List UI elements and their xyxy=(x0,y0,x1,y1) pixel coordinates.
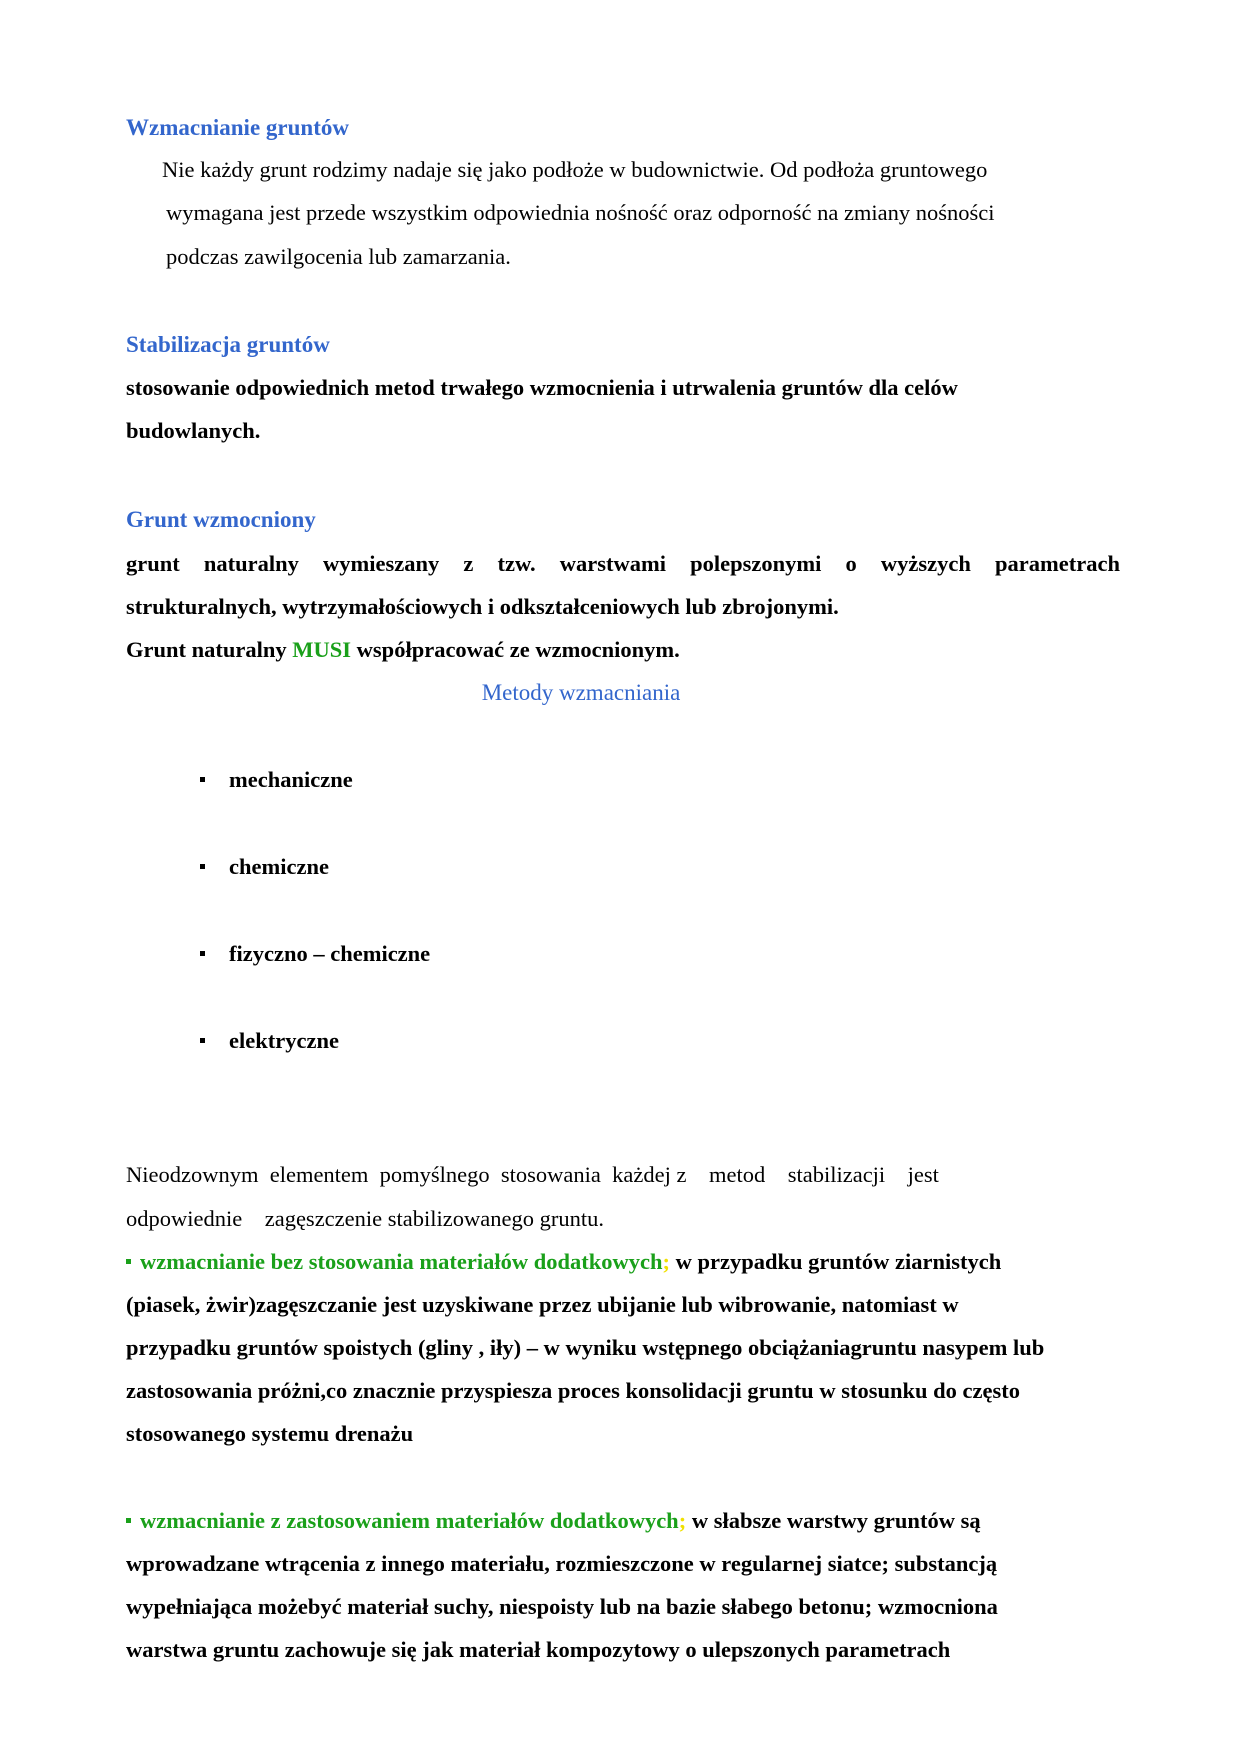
list-item-label: mechaniczne xyxy=(229,767,353,792)
paragraph-line: odpowiednie zagęszczenie stabilizowanego gruntu. xyxy=(126,1206,604,1231)
item1-label: wzmacnianie bez stosowania materiałów dodatkowych xyxy=(140,1249,663,1274)
paragraph-line: przypadku gruntów spoistych (gliny , iły) – w wyniku wstępnego obciążaniagruntu nasypem lub xyxy=(126,1335,1045,1360)
heading-grunt-wzmocniony: Grunt wzmocniony xyxy=(126,507,316,532)
methods-heading: Metody wzmacniania xyxy=(481,680,681,705)
paragraph-line: (piasek, żwir)zagęszczanie jest uzyskiwane przez ubijanie lub wibrowanie, natomiast w xyxy=(126,1292,959,1317)
bullet-icon xyxy=(200,777,205,782)
paragraph-line: podczas zawilgocenia lub zamarzania. xyxy=(166,244,511,269)
paragraph-line: zastosowania próżni,co znacznie przyspiesza proces konsolidacji gruntu w stosunku do często xyxy=(126,1378,1020,1403)
paragraph-line: warstwa gruntu zachowuje się jak materiał kompozytowy o ulepszonych parametrach xyxy=(126,1637,951,1662)
list-item xyxy=(200,1028,339,1054)
paragraph-line: grunt naturalny wymieszany z tzw. warstwami polepszonymi o wyższych parametrach xyxy=(126,551,1120,576)
item1-first-line xyxy=(126,1249,1001,1275)
bullet-icon xyxy=(126,1259,131,1264)
list-item-label: chemiczne xyxy=(229,854,329,879)
paragraph-line: Nieodzownym elementem pomyślnego stosowania każdej z metod stabilizacji jest xyxy=(126,1162,939,1187)
paragraph-line: wymagana jest przede wszystkim odpowiednia nośność oraz odporność na zmiany nośności xyxy=(166,200,995,225)
musi-word: MUSI xyxy=(292,637,352,662)
item2-first-line xyxy=(126,1508,981,1534)
item1-first-rest: w przypadku gruntów ziarnistych xyxy=(669,1249,1002,1274)
paragraph-line: wprowadzane wtrącenia z innego materiału, rozmieszczone w regularnej siatce; substancją xyxy=(126,1551,998,1576)
list-item xyxy=(200,854,329,880)
bullet-icon xyxy=(200,951,205,956)
paragraph-line: stosowanie odpowiednich metod trwałego wzmocnienia i utrwalenia gruntów dla celów xyxy=(126,375,958,400)
item2-label: wzmacnianie z zastosowaniem materiałów dodatkowych xyxy=(140,1508,679,1533)
paragraph-line: stosowanego systemu drenażu xyxy=(126,1421,414,1446)
bullet-icon xyxy=(200,1038,205,1043)
bullet-icon xyxy=(126,1518,131,1523)
paragraph-line: strukturalnych, wytrzymałościowych i odkształceniowych lub zbrojonymi. xyxy=(126,594,839,619)
list-item-label: elektryczne xyxy=(229,1028,339,1053)
paragraph-line: Nie każdy grunt rodzimy nadaje się jako podłoże w budownictwie. Od podłoża gruntowego xyxy=(162,157,988,182)
item2-separator: ; xyxy=(678,1508,687,1533)
musi-pre: Grunt naturalny xyxy=(126,637,293,662)
heading-stabilizacja: Stabilizacja gruntów xyxy=(126,332,330,357)
musi-line xyxy=(126,637,680,663)
list-item xyxy=(200,941,430,967)
paragraph-line: budowlanych. xyxy=(126,418,261,443)
list-item xyxy=(200,767,353,793)
list-item-label: fizyczno – chemiczne xyxy=(229,941,431,966)
bullet-icon xyxy=(200,864,205,869)
item2-first-rest: w słabsze warstwy gruntów są xyxy=(686,1508,981,1533)
heading-wzmacnianie: Wzmacnianie gruntów xyxy=(126,115,349,140)
musi-post: współpracować ze wzmocnionym. xyxy=(351,637,680,662)
paragraph-line: wypełniająca możebyć materiał suchy, niespoisty lub na bazie słabego betonu; wzmocniona xyxy=(126,1594,998,1619)
item1-separator: ; xyxy=(662,1249,670,1274)
